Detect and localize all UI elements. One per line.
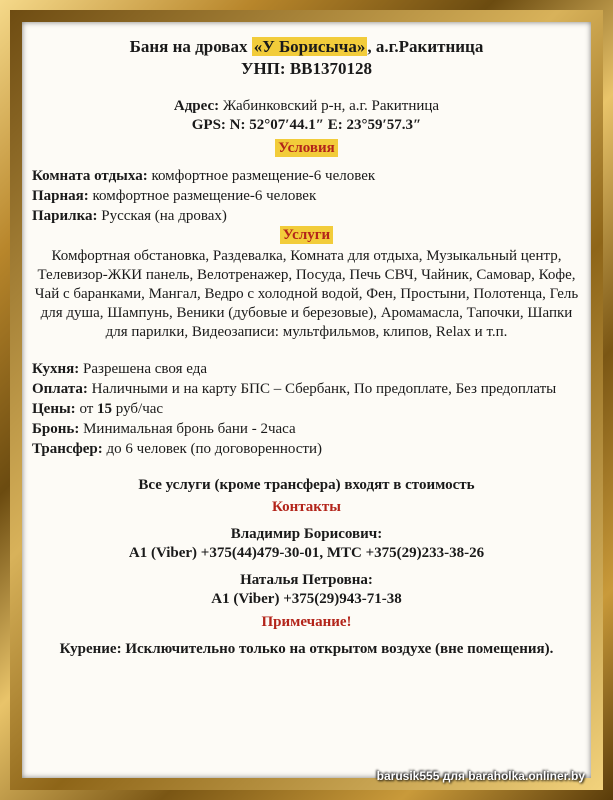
condition-label: Комната отдыха:	[32, 168, 148, 184]
title-prefix: Баня на дровах	[129, 37, 252, 56]
smoking-note	[32, 640, 581, 659]
title-highlight: «У Борисыча»	[253, 37, 366, 56]
contact-phones: А1 (Viber) +375(44)479-30-01, МТС +375(29)233-38-26	[128, 545, 485, 561]
detail-label: Бронь:	[32, 421, 80, 437]
services-heading: Услуги	[280, 226, 333, 244]
contact-name: Наталья Петровна:	[240, 572, 373, 588]
detail-value: Минимальная бронь бани - 2часа	[79, 421, 296, 437]
detail-label: Трансфер:	[32, 441, 103, 457]
condition-row	[32, 207, 581, 226]
condition-label: Парная:	[32, 188, 89, 204]
detail-value-suffix: руб/час	[112, 401, 164, 417]
contact-name: Владимир Борисович:	[230, 526, 383, 542]
title-suffix: , а.г.Ракитница	[367, 37, 484, 56]
detail-label: Кухня:	[32, 361, 80, 377]
detail-row	[32, 420, 581, 439]
detail-row	[32, 360, 581, 379]
condition-value: Русская (на дровах)	[97, 208, 227, 224]
detail-row	[32, 400, 581, 419]
gps-coordinates: GPS: N: 52°07′44.1″ E: 23°59′57.3″	[191, 117, 422, 133]
detail-value: до 6 человек (по договоренности)	[102, 441, 323, 457]
detail-label: Цены:	[32, 401, 76, 417]
unp-number: УНП: ВВ1370128	[240, 59, 372, 78]
contact-block	[32, 571, 581, 609]
condition-row	[32, 167, 581, 186]
note-heading: Примечание!	[261, 614, 352, 630]
smoking-value: Исключительно только на открытом воздухе (вне помещения).	[121, 641, 554, 657]
detail-label: Оплата:	[32, 381, 88, 397]
contacts-heading: Контакты	[271, 499, 342, 515]
detail-value: Разрешена своя еда	[79, 361, 207, 377]
detail-value: Наличными и на карту БПС – Сбербанк, По предоплате, Без предоплаты	[87, 381, 557, 397]
condition-row	[32, 187, 581, 206]
address-label: Адрес:	[173, 98, 220, 114]
included-note: Все услуги (кроме трансфера) входят в стоимость	[138, 477, 475, 493]
condition-label: Парилка:	[32, 208, 98, 224]
conditions-heading: Условия	[275, 139, 337, 157]
detail-row	[32, 380, 581, 399]
contacts-list	[32, 525, 581, 609]
detail-value-prefix: от	[75, 401, 98, 417]
contact-phones: А1 (Viber) +375(29)943-71-38	[211, 591, 402, 607]
details-list	[32, 360, 581, 459]
detail-row	[32, 440, 581, 459]
condition-value: комфортное размещение-6 человек	[147, 168, 376, 184]
address-value: Жабинковский р-н, а.г. Ракитница	[219, 98, 440, 114]
conditions-list	[32, 167, 581, 226]
address-line	[32, 97, 581, 116]
detail-value-bold: 15	[97, 401, 113, 417]
smoking-label: Курение:	[59, 641, 122, 657]
contact-block	[32, 525, 581, 563]
document-body	[22, 22, 591, 778]
page-title	[32, 36, 581, 58]
services-text: Комфортная обстановка, Раздевалка, Комната для отдыха, Музыкальный центр, Телевизор-ЖКИ панель, Велотренажер, Посуда, Печь СВЧ, Чайник, Самовар, Кофе, Чай с баранками, Мангал, Ведро с холодной водой, Фен, Простыни, Полотенца, Гель для душа, Шампунь, Веники (дубовые и березовые), Аромамасла, Тапочки, Шапки для парилки, Видеозаписи: мультфильмов, клипов, Relax и т.п.	[34, 248, 579, 340]
watermark-text: barusik555 для baraholka.onliner.by	[376, 769, 585, 783]
condition-value: комфортное размещение-6 человек	[88, 188, 317, 204]
